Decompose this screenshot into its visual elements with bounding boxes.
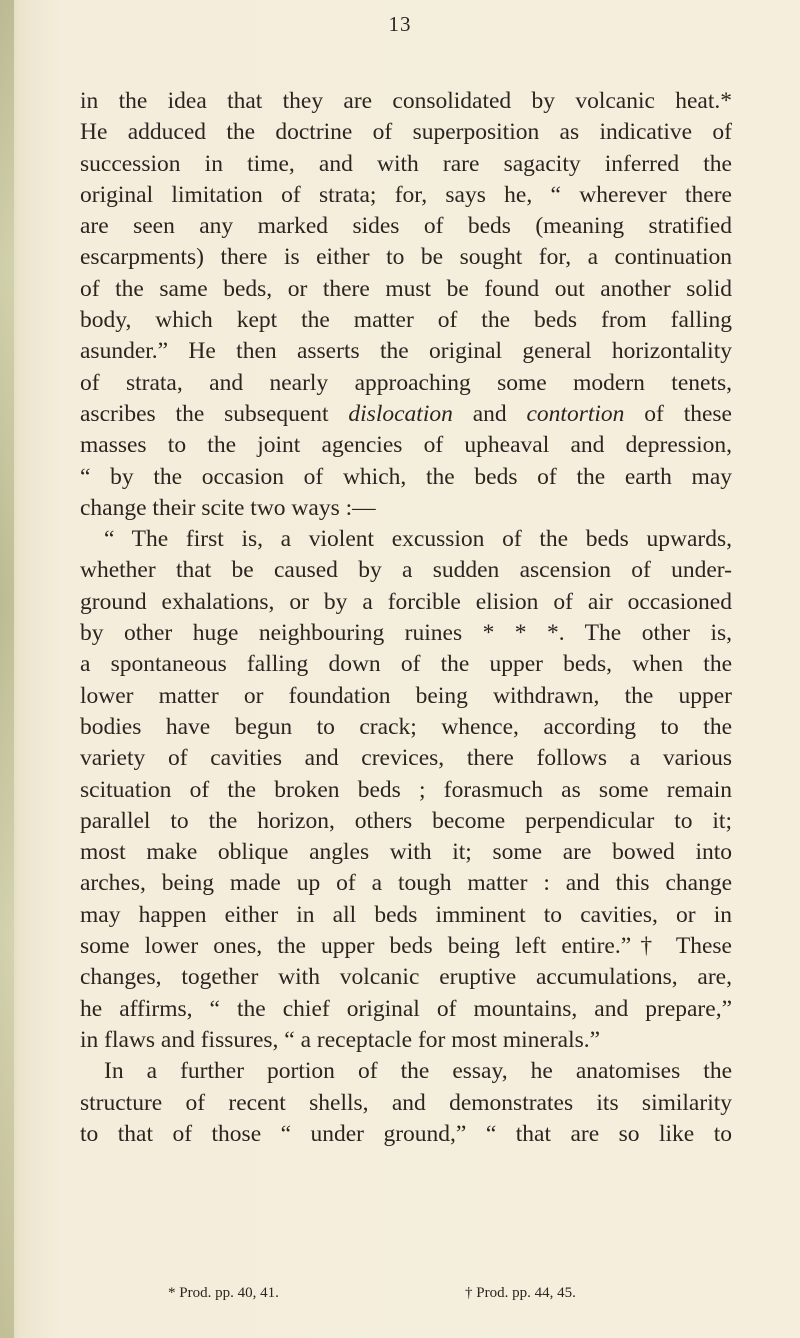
text-run: and <box>452 400 527 427</box>
text-line: lower matter or foundation being withdrawn, the upper <box>80 682 732 709</box>
text-line: he affirms, “ the chief original of mountains, and prepare,” <box>80 995 732 1022</box>
text-line: parallel to the horizon, others become perpendicular to it; <box>80 807 732 834</box>
body-text <box>80 86 732 1150</box>
text-line: body, which kept the matter of the beds from falling <box>80 307 732 334</box>
text-line: In a further portion of the essay, he anatomises the <box>104 1058 732 1085</box>
text-line: in the idea that they are consolidated by volcanic heat.* <box>80 88 732 114</box>
text-line: arches, being made up of a tough matter : and this change <box>80 870 732 897</box>
text-line: asunder.” He then asserts the original general horizontality <box>80 338 732 365</box>
text-run: ascribes the subsequent <box>80 400 349 427</box>
text-line: variety of cavities and crevices, there follows a various <box>80 745 732 772</box>
text-line: original limitation of strata; for, says he, “ wherever there <box>80 181 732 208</box>
text-line: changes, together with volcanic eruptive accumulations, are, <box>80 964 732 991</box>
page-number: 13 <box>388 12 412 36</box>
binding-gutter <box>0 0 14 1338</box>
text-line: “ The first is, a violent excussion of the beds upwards, <box>104 526 732 553</box>
italic-contortion: contortion <box>526 400 625 427</box>
text-line: structure of recent shells, and demonstrates its similarity <box>80 1089 732 1116</box>
footnote-2: † Prod. pp. 44, 45. <box>465 1285 576 1301</box>
text-run: of these <box>624 400 732 427</box>
text-line: a spontaneous falling down of the upper beds, when the <box>80 651 732 678</box>
text-line: of the same beds, or there must be found out another solid <box>80 275 732 302</box>
text-line: to that of those “ under ground,” “ that are so like to <box>80 1120 732 1147</box>
text-line: by other huge neighbouring ruines * * *. The other is, <box>80 620 732 647</box>
footnote-1: * Prod. pp. 40, 41. <box>168 1285 279 1301</box>
text-line: “ by the occasion of which, the beds of the earth may <box>80 463 732 490</box>
text-line: most make oblique angles with it; some are bowed into <box>80 839 732 866</box>
text-line: of strata, and nearly approaching some modern tenets, <box>80 369 732 396</box>
text-line: whether that be caused by a sudden ascension of under- <box>80 557 732 584</box>
text-line: bodies have begun to crack; whence, according to the <box>80 713 732 740</box>
text-line: ground exhalations, or by a forcible elision of air occasioned <box>80 588 732 615</box>
text-line: some lower ones, the upper beds being left entire.”† These <box>80 933 732 960</box>
text-line-with-italics <box>80 399 732 430</box>
text-line: may happen either in all beds imminent to cavities, or in <box>80 901 732 928</box>
text-line: are seen any marked sides of beds (meaning stratified <box>80 213 732 240</box>
text-line: masses to the joint agencies of upheaval and depression, <box>80 432 732 459</box>
text-line: scituation of the broken beds ; forasmuch as some remain <box>80 776 732 803</box>
text-line: escarpments) there is either to be sought for, a continuation <box>80 244 732 271</box>
italic-dislocation: dislocation <box>348 400 453 427</box>
text-line: He adduced the doctrine of superposition as indicative of <box>80 119 732 146</box>
text-line: succession in time, and with rare sagacity inferred the <box>80 150 732 177</box>
text-line: change their scite two ways :— <box>80 494 376 521</box>
text-line: in flaws and fissures, “ a receptacle for most minerals.” <box>80 1026 601 1053</box>
